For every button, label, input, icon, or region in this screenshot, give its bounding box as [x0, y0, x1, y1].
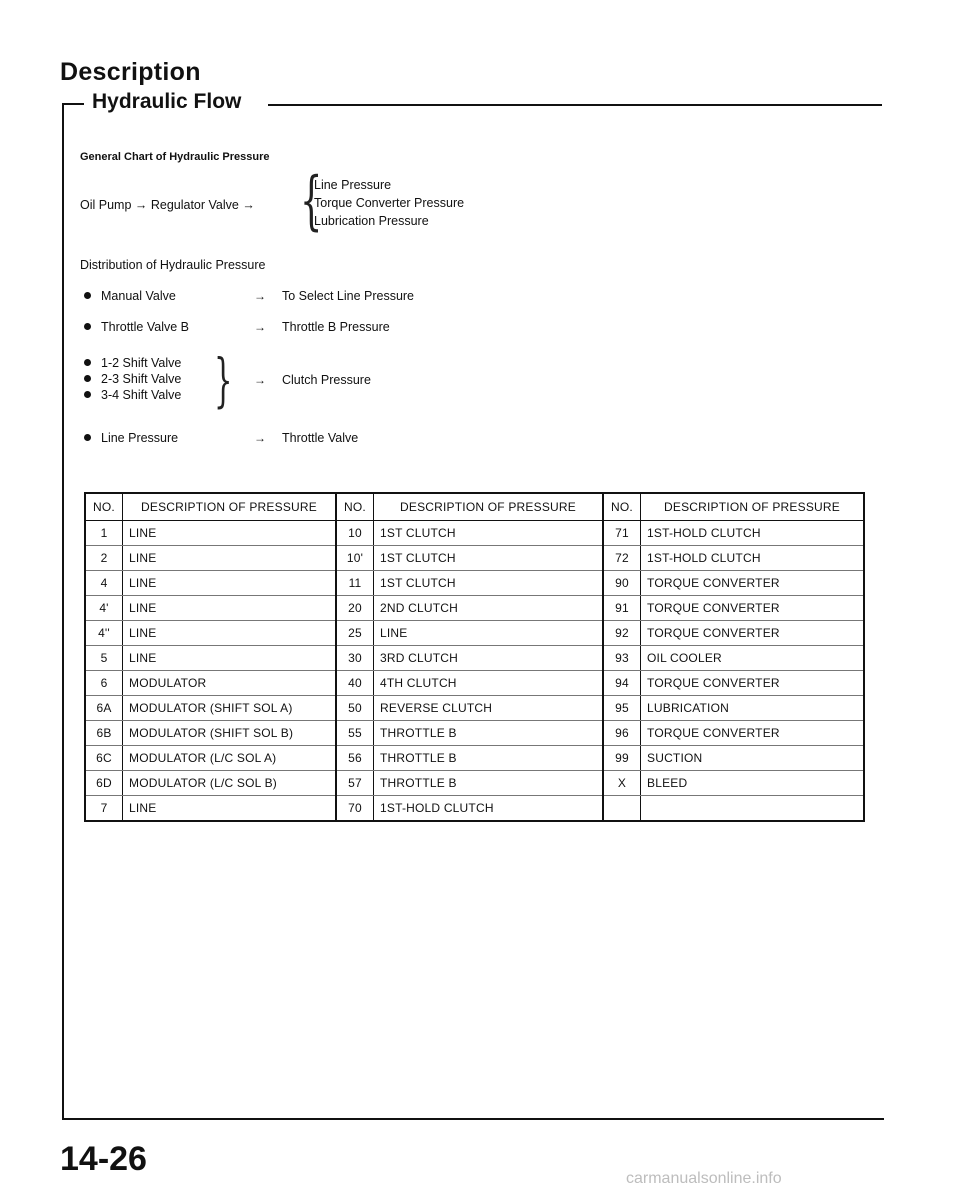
distribution-target-throttle: Throttle Valve: [282, 431, 359, 445]
cell-description: THROTTLE B: [374, 721, 604, 746]
cell-no: 99: [603, 746, 641, 771]
cell-description: LINE: [123, 571, 337, 596]
table-row: [85, 796, 864, 822]
table-row: [85, 521, 864, 546]
distribution-shift-valve-3: 3-4 Shift Valve: [84, 388, 181, 402]
distribution-source-line: Line Pressure: [84, 431, 178, 445]
arrow-right-icon: →: [254, 289, 266, 303]
general-chart-output-1: Line Pressure: [314, 178, 392, 192]
cell-no: 94: [603, 671, 641, 696]
cell-no: 93: [603, 646, 641, 671]
distribution-target-clutch: Clutch Pressure: [282, 373, 371, 387]
cell-description: LUBRICATION: [641, 696, 865, 721]
general-chart-heading: General Chart of Hydraulic Pressure: [80, 151, 270, 163]
cell-description: 1ST-HOLD CLUTCH: [374, 796, 604, 822]
cell-no: 6B: [85, 721, 123, 746]
cell-description: 1ST CLUTCH: [374, 521, 604, 546]
distribution-brace: }: [214, 346, 233, 414]
distribution-source-1: Manual Valve: [84, 289, 176, 303]
table-row: [85, 571, 864, 596]
cell-description: TORQUE CONVERTER: [641, 721, 865, 746]
bullet-icon: [84, 292, 91, 299]
table-header-row: [85, 493, 864, 521]
cell-description: LINE: [123, 621, 337, 646]
pressure-description-table: [84, 492, 865, 822]
arrow-right-icon: →: [254, 320, 266, 334]
column-header-description: DESCRIPTION OF PRESSURE: [641, 493, 865, 521]
cell-no: 4': [85, 596, 123, 621]
table-row: [85, 621, 864, 646]
cell-description: 4TH CLUTCH: [374, 671, 604, 696]
section-rule: [268, 104, 882, 106]
cell-no: 70: [336, 796, 374, 822]
cell-no: 20: [336, 596, 374, 621]
distribution-source-2: Throttle Valve B: [84, 320, 189, 334]
cell-description: [641, 796, 865, 822]
cell-description: TORQUE CONVERTER: [641, 621, 865, 646]
arrow-right-icon: →: [254, 373, 266, 387]
frame-corner-line: [62, 103, 84, 105]
general-chart-brace: {: [300, 164, 323, 238]
frame-left-border: [62, 103, 64, 1120]
cell-description: REVERSE CLUTCH: [374, 696, 604, 721]
bullet-icon: [84, 359, 91, 366]
column-header-no: NO.: [603, 493, 641, 521]
cell-description: LINE: [123, 546, 337, 571]
bullet-icon: [84, 323, 91, 330]
cell-description: MODULATOR (L/C SOL A): [123, 746, 337, 771]
cell-no: 2: [85, 546, 123, 571]
cell-no: 10: [336, 521, 374, 546]
cell-no: 55: [336, 721, 374, 746]
cell-description: TORQUE CONVERTER: [641, 596, 865, 621]
cell-no: 57: [336, 771, 374, 796]
cell-description: LINE: [374, 621, 604, 646]
cell-description: TORQUE CONVERTER: [641, 671, 865, 696]
cell-description: LINE: [123, 646, 337, 671]
cell-description: MODULATOR: [123, 671, 337, 696]
cell-no: 71: [603, 521, 641, 546]
distribution-shift-valve-2: 2-3 Shift Valve: [84, 372, 181, 386]
frame-bottom-border: [62, 1118, 884, 1120]
cell-no: 10': [336, 546, 374, 571]
cell-description: LINE: [123, 521, 337, 546]
column-header-no: NO.: [336, 493, 374, 521]
cell-description: 3RD CLUTCH: [374, 646, 604, 671]
cell-no: 50: [336, 696, 374, 721]
cell-no: 6D: [85, 771, 123, 796]
bullet-icon: [84, 391, 91, 398]
table-row: [85, 671, 864, 696]
cell-description: MODULATOR (L/C SOL B): [123, 771, 337, 796]
cell-no: 5: [85, 646, 123, 671]
cell-description: LINE: [123, 596, 337, 621]
table-row: [85, 596, 864, 621]
general-chart-flow: Oil Pump → Regulator Valve →: [80, 198, 255, 212]
cell-no: 6: [85, 671, 123, 696]
cell-description: 2ND CLUTCH: [374, 596, 604, 621]
cell-description: MODULATOR (SHIFT SOL B): [123, 721, 337, 746]
column-header-description: DESCRIPTION OF PRESSURE: [123, 493, 337, 521]
distribution-heading: Distribution of Hydraulic Pressure: [80, 258, 266, 272]
cell-no: 1: [85, 521, 123, 546]
cell-description: THROTTLE B: [374, 771, 604, 796]
table-row: [85, 771, 864, 796]
cell-description: 1ST CLUTCH: [374, 546, 604, 571]
cell-no: 92: [603, 621, 641, 646]
cell-description: OIL COOLER: [641, 646, 865, 671]
cell-no: [603, 796, 641, 822]
cell-no: 6A: [85, 696, 123, 721]
table-row: [85, 546, 864, 571]
column-header-no: NO.: [85, 493, 123, 521]
cell-description: 1ST CLUTCH: [374, 571, 604, 596]
cell-no: 4: [85, 571, 123, 596]
cell-description: THROTTLE B: [374, 746, 604, 771]
distribution-target-2: Throttle B Pressure: [282, 320, 390, 334]
cell-no: 11: [336, 571, 374, 596]
table-row: [85, 746, 864, 771]
cell-no: 40: [336, 671, 374, 696]
cell-no: 96: [603, 721, 641, 746]
table-row: [85, 646, 864, 671]
cell-no: 30: [336, 646, 374, 671]
cell-no: 90: [603, 571, 641, 596]
cell-no: 4'': [85, 621, 123, 646]
cell-description: TORQUE CONVERTER: [641, 571, 865, 596]
page-title: Description: [60, 58, 201, 86]
cell-description: 1ST-HOLD CLUTCH: [641, 521, 865, 546]
cell-no: 95: [603, 696, 641, 721]
section-title: Hydraulic Flow: [92, 90, 242, 113]
distribution-shift-valve-1: 1-2 Shift Valve: [84, 356, 181, 370]
cell-no: 72: [603, 546, 641, 571]
cell-no: X: [603, 771, 641, 796]
general-chart-output-3: Lubrication Pressure: [314, 214, 429, 228]
distribution-target-1: To Select Line Pressure: [282, 289, 415, 303]
page-number: 14-26: [60, 1140, 147, 1178]
column-header-description: DESCRIPTION OF PRESSURE: [374, 493, 604, 521]
pressure-table-body: [85, 521, 864, 822]
cell-description: BLEED: [641, 771, 865, 796]
bullet-icon: [84, 375, 91, 382]
cell-description: MODULATOR (SHIFT SOL A): [123, 696, 337, 721]
arrow-right-icon: →: [254, 431, 266, 445]
cell-description: LINE: [123, 796, 337, 822]
table-row: [85, 696, 864, 721]
cell-no: 6C: [85, 746, 123, 771]
bullet-icon: [84, 434, 91, 441]
cell-no: 56: [336, 746, 374, 771]
cell-description: SUCTION: [641, 746, 865, 771]
cell-description: 1ST-HOLD CLUTCH: [641, 546, 865, 571]
table-row: [85, 721, 864, 746]
cell-no: 91: [603, 596, 641, 621]
cell-no: 7: [85, 796, 123, 822]
cell-no: 25: [336, 621, 374, 646]
footer-watermark: carmanualsonline.info: [626, 1170, 782, 1187]
general-chart-output-2: Torque Converter Pressure: [314, 196, 465, 210]
